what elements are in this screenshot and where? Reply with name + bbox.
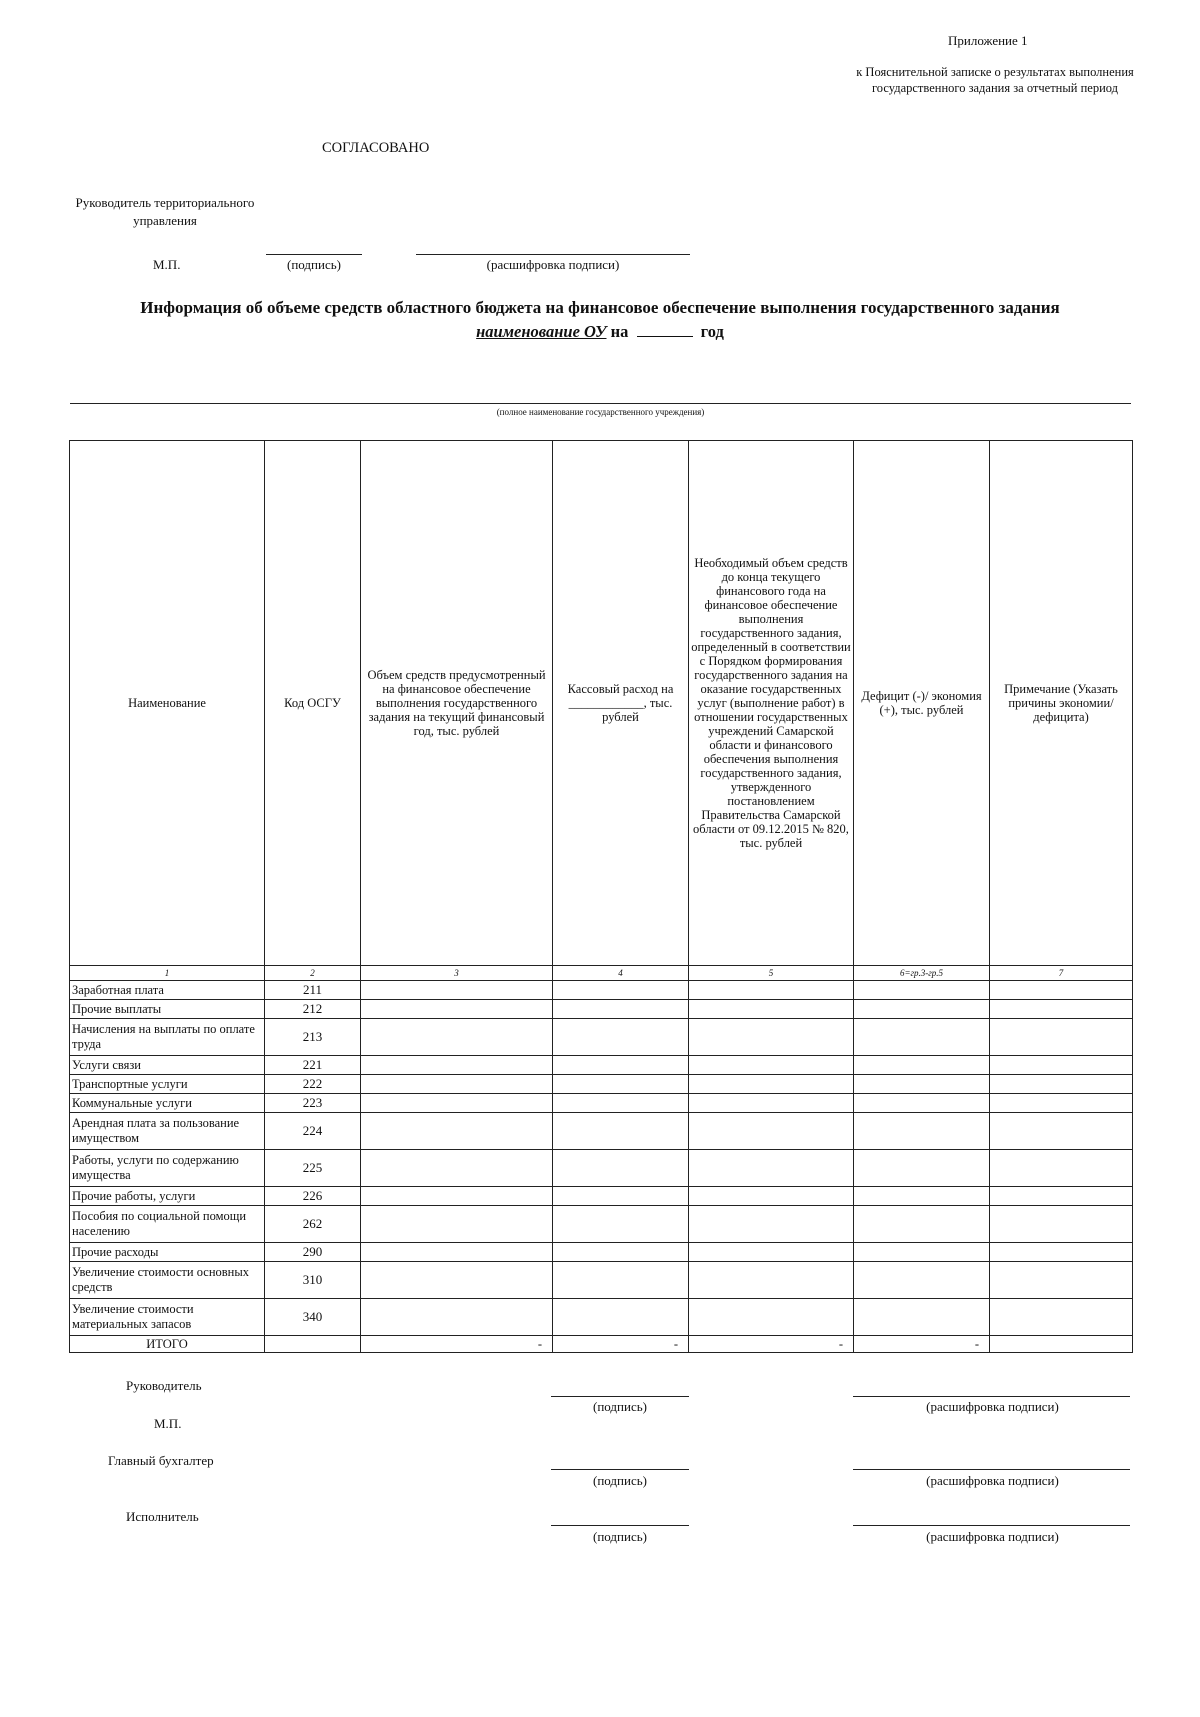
cell[interactable] — [689, 1262, 854, 1299]
head-label: Руководитель территориального управления — [75, 195, 255, 228]
footer-accountant-signature-line — [551, 1469, 689, 1470]
row-name: Транспортные услуги — [70, 1075, 265, 1094]
row-name: Прочие выплаты — [70, 1000, 265, 1019]
cell[interactable] — [990, 1262, 1133, 1299]
footer-executor-label: Исполнитель — [126, 1509, 199, 1524]
table-row — [70, 1243, 1133, 1262]
row-name: Арендная плата за пользование имуществом — [70, 1113, 265, 1150]
table-row — [70, 1299, 1133, 1336]
row-code: 212 — [265, 1000, 361, 1019]
cell[interactable] — [361, 981, 553, 1000]
title-year: год — [700, 322, 724, 341]
col-note-header: Примечание (Указать причины экономии/дефицита) — [990, 441, 1133, 966]
institution-name: наименование ОУ — [476, 322, 607, 341]
cell[interactable] — [854, 1000, 990, 1019]
total-deficit: - — [854, 1336, 990, 1353]
row-code: 262 — [265, 1206, 361, 1243]
table-row — [70, 1075, 1133, 1094]
footer-mp-label: М.П. — [154, 1416, 182, 1431]
row-code: 226 — [265, 1187, 361, 1206]
cell[interactable] — [553, 1299, 689, 1336]
total-note-cell — [990, 1336, 1133, 1353]
total-row — [70, 1336, 1133, 1353]
cell[interactable] — [990, 1299, 1133, 1336]
cell[interactable] — [553, 1243, 689, 1262]
agreed-stamp: СОГЛАСОВАНО — [322, 140, 430, 156]
row-name: Пособия по социальной помощи населению — [70, 1206, 265, 1243]
cell[interactable] — [361, 1150, 553, 1187]
cell[interactable] — [361, 1262, 553, 1299]
appendix-note: к Пояснительной записке о результатах выполнения государственного задания за отчетный период — [856, 65, 1134, 95]
signature-line — [266, 254, 362, 255]
cell[interactable] — [553, 1094, 689, 1113]
cell[interactable] — [553, 1262, 689, 1299]
cell[interactable] — [553, 1056, 689, 1075]
col-number: 3 — [361, 966, 553, 981]
cell[interactable] — [553, 1019, 689, 1056]
cell[interactable] — [553, 1206, 689, 1243]
col-number: 6=гр.3-гр.5 — [854, 966, 990, 981]
table-row — [70, 1206, 1133, 1243]
col-code-header: Код ОСГУ — [265, 441, 361, 966]
cell[interactable] — [361, 1019, 553, 1056]
cell[interactable] — [990, 981, 1133, 1000]
cell[interactable] — [553, 1113, 689, 1150]
cell[interactable] — [689, 981, 854, 1000]
total-planned: - — [361, 1336, 553, 1353]
table-header-row — [70, 441, 1133, 966]
table-row — [70, 1056, 1133, 1075]
footer-executor-decryption-line — [853, 1525, 1130, 1526]
col-number: 2 — [265, 966, 361, 981]
cell[interactable] — [990, 1000, 1133, 1019]
document-subtitle — [0, 322, 1200, 342]
document-title: Информация об объеме средств областного бюджета на финансовое обеспечение выполнения государственного задания — [140, 298, 1060, 317]
cell[interactable] — [990, 1150, 1133, 1187]
row-code: 222 — [265, 1075, 361, 1094]
cell[interactable] — [553, 1150, 689, 1187]
table-row — [70, 1187, 1133, 1206]
fullname-line — [70, 403, 1131, 404]
footer-executor-signature-line — [551, 1525, 689, 1526]
cell[interactable] — [990, 1206, 1133, 1243]
row-name: Увеличение стоимости основных средств — [70, 1262, 265, 1299]
col-cash-header: Кассовый расход на ____________, тыс. рублей — [553, 441, 689, 966]
row-code: 223 — [265, 1094, 361, 1113]
cell[interactable] — [990, 1113, 1133, 1150]
table-row — [70, 1094, 1133, 1113]
cell[interactable] — [854, 1056, 990, 1075]
cell[interactable] — [854, 1113, 990, 1150]
footer-head-signature-line — [551, 1396, 689, 1397]
footer-head-label: Руководитель — [126, 1378, 202, 1393]
cell[interactable] — [361, 1000, 553, 1019]
cell[interactable] — [689, 1075, 854, 1094]
table-row — [70, 1000, 1133, 1019]
row-code: 224 — [265, 1113, 361, 1150]
cell[interactable] — [553, 1075, 689, 1094]
footer-executor-decryption-caption: (расшифровка подписи) — [926, 1529, 1059, 1544]
cell[interactable] — [553, 1187, 689, 1206]
appendix-title: Приложение 1 — [948, 33, 1028, 48]
cell[interactable] — [689, 1056, 854, 1075]
cell[interactable] — [361, 1206, 553, 1243]
col-deficit-header: Дефицит (-)/ экономия (+), тыс. рублей — [854, 441, 990, 966]
row-name: Увеличение стоимости материальных запасов — [70, 1299, 265, 1336]
cell[interactable] — [990, 1243, 1133, 1262]
cell[interactable] — [689, 1206, 854, 1243]
row-code: 340 — [265, 1299, 361, 1336]
cell[interactable] — [854, 1019, 990, 1056]
cell[interactable] — [854, 981, 990, 1000]
cell[interactable] — [689, 1094, 854, 1113]
row-code: 211 — [265, 981, 361, 1000]
footer-executor-signature-caption: (подпись) — [593, 1529, 647, 1544]
fullname-caption: (полное наименование государственного учреждения) — [496, 407, 705, 417]
row-name: Работы, услуги по содержанию имущества — [70, 1150, 265, 1187]
cell[interactable] — [553, 981, 689, 1000]
total-required: - — [689, 1336, 854, 1353]
mp-label: М.П. — [153, 257, 181, 272]
cell[interactable] — [361, 1075, 553, 1094]
decryption-caption: (расшифровка подписи) — [486, 257, 620, 272]
footer-accountant-decryption-line — [853, 1469, 1130, 1470]
cell[interactable] — [854, 1187, 990, 1206]
cell[interactable] — [689, 1299, 854, 1336]
cell[interactable] — [990, 1019, 1133, 1056]
col-name-header: Наименование — [70, 441, 265, 966]
cell[interactable] — [361, 1113, 553, 1150]
cell[interactable] — [990, 1056, 1133, 1075]
cell[interactable] — [689, 1000, 854, 1019]
cell[interactable] — [990, 1187, 1133, 1206]
cell[interactable] — [854, 1206, 990, 1243]
col-number: 1 — [70, 966, 265, 981]
col-planned-header: Объем средств предусмотренный на финансовое обеспечение выполнения государственного задания на текущий финансовый год, тыс. рублей — [361, 441, 553, 966]
table-row — [70, 981, 1133, 1000]
cell[interactable] — [361, 1056, 553, 1075]
footer-accountant-signature-caption: (подпись) — [593, 1473, 647, 1488]
col-required-header: Необходимый объем средств до конца текущего финансового года на финансовое обеспечение выполнения государственного задания, определенный в соответствии с Порядком формирования государственного задания на оказание государственных услуг (выполнение работ) в отношении государственных учреждений Самарской области и финансового обеспечения выполнения государственного задания, утвержденного постановлением Правительства Самарской области от 09.12.2015 № 820, тыс. рублей — [689, 441, 854, 966]
col-number: 4 — [553, 966, 689, 981]
footer-chief-accountant-label: Главный бухгалтер — [108, 1453, 214, 1468]
cell[interactable] — [361, 1094, 553, 1113]
cell[interactable] — [854, 1075, 990, 1094]
year-blank — [637, 322, 693, 337]
cell[interactable] — [553, 1000, 689, 1019]
cell[interactable] — [854, 1262, 990, 1299]
col-number: 7 — [990, 966, 1133, 981]
row-name: Заработная плата — [70, 981, 265, 1000]
cell[interactable] — [689, 1243, 854, 1262]
decryption-line — [416, 254, 690, 255]
footer-head-decryption-line — [853, 1396, 1130, 1397]
cell[interactable] — [854, 1150, 990, 1187]
row-code: 310 — [265, 1262, 361, 1299]
total-code-cell — [265, 1336, 361, 1353]
footer-accountant-decryption-caption: (расшифровка подписи) — [926, 1473, 1059, 1488]
table-row — [70, 1150, 1133, 1187]
table-row — [70, 1113, 1133, 1150]
title-on: на — [610, 322, 629, 341]
column-numbers-row — [70, 966, 1133, 981]
total-label: ИТОГО — [70, 1336, 265, 1353]
cell[interactable] — [854, 1094, 990, 1113]
table-row — [70, 1019, 1133, 1056]
row-code: 221 — [265, 1056, 361, 1075]
row-name: Прочие работы, услуги — [70, 1187, 265, 1206]
footer-head-signature-caption: (подпись) — [593, 1399, 647, 1414]
cell[interactable] — [361, 1243, 553, 1262]
cell[interactable] — [361, 1187, 553, 1206]
signature-caption: (подпись) — [287, 257, 341, 272]
cell[interactable] — [990, 1094, 1133, 1113]
row-name: Коммунальные услуги — [70, 1094, 265, 1113]
row-name: Услуги связи — [70, 1056, 265, 1075]
row-name: Прочие расходы — [70, 1243, 265, 1262]
cell[interactable] — [689, 1187, 854, 1206]
cell[interactable] — [990, 1075, 1133, 1094]
cell[interactable] — [689, 1113, 854, 1150]
cell[interactable] — [854, 1299, 990, 1336]
budget-table — [69, 440, 1133, 1353]
row-code: 290 — [265, 1243, 361, 1262]
col-number: 5 — [689, 966, 854, 981]
row-code: 213 — [265, 1019, 361, 1056]
row-name: Начисления на выплаты по оплате труда — [70, 1019, 265, 1056]
cell[interactable] — [361, 1299, 553, 1336]
total-cash: - — [553, 1336, 689, 1353]
cell[interactable] — [854, 1243, 990, 1262]
table-row — [70, 1262, 1133, 1299]
footer-head-decryption-caption: (расшифровка подписи) — [926, 1399, 1059, 1414]
cell[interactable] — [689, 1019, 854, 1056]
row-code: 225 — [265, 1150, 361, 1187]
cell[interactable] — [689, 1150, 854, 1187]
